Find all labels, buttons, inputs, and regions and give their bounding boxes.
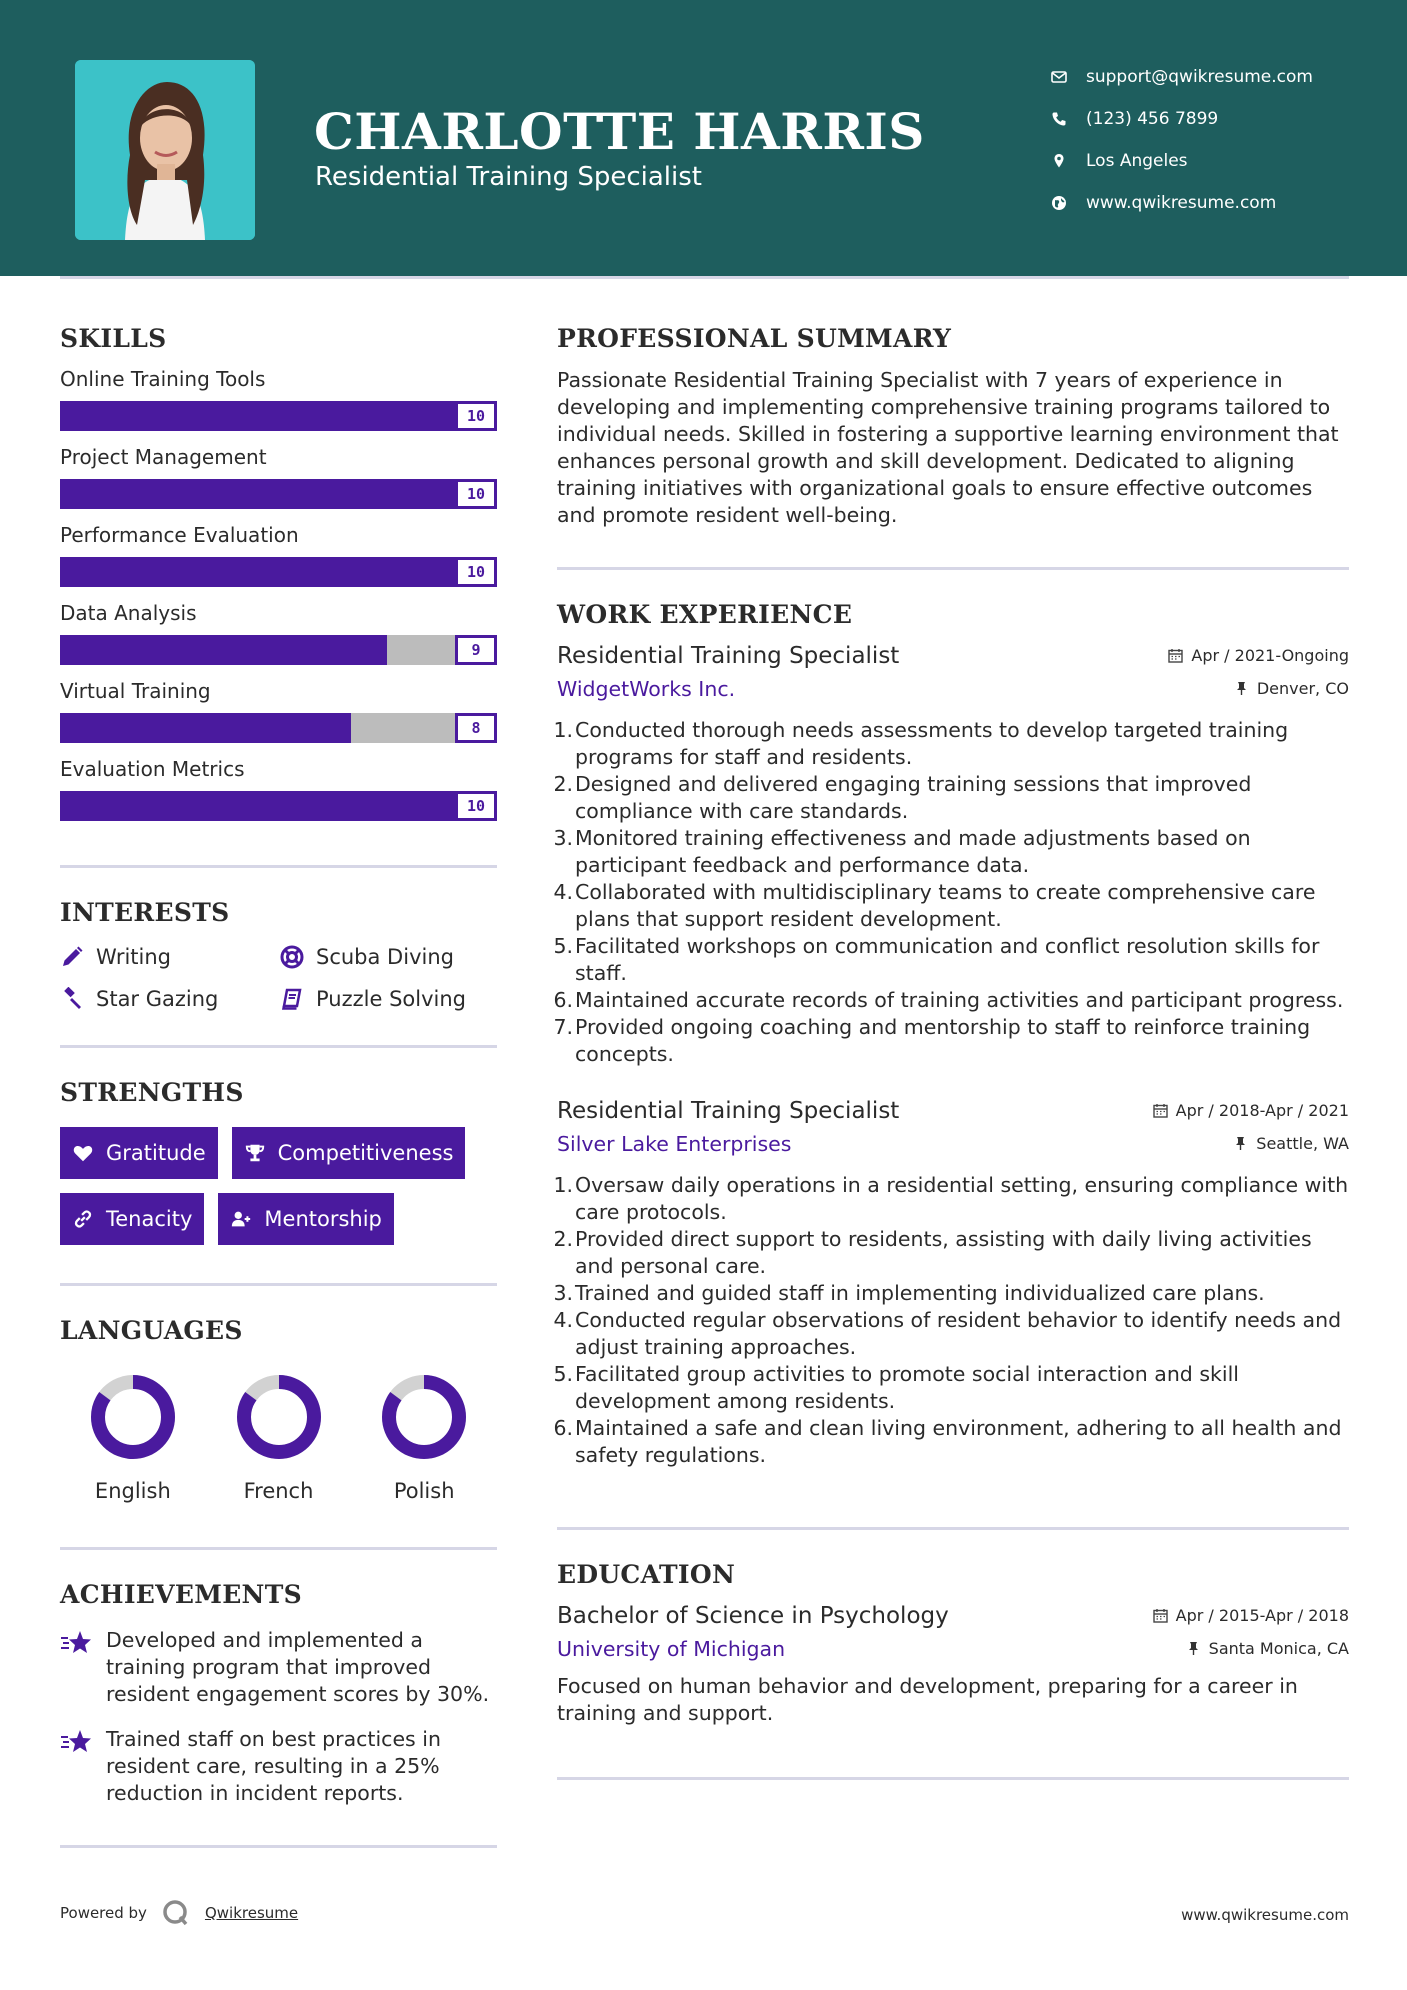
section-divider bbox=[60, 1845, 497, 1848]
company-name: Silver Lake Enterprises bbox=[557, 1132, 792, 1156]
skill-score: 9 bbox=[455, 635, 497, 665]
job-date-text: Apr / 2021-Ongoing bbox=[1191, 646, 1349, 665]
interest-label: Scuba Diving bbox=[316, 945, 454, 969]
education-text: Focused on human behavior and development, preparing for a career in training and support. bbox=[557, 1674, 1298, 1725]
envelope-icon bbox=[1050, 68, 1068, 86]
section-divider bbox=[60, 1283, 497, 1286]
job-location bbox=[1234, 679, 1349, 698]
skill-label: Performance Evaluation bbox=[60, 523, 299, 547]
skill-item bbox=[60, 757, 497, 821]
footer-brand-link[interactable]: Qwikresume bbox=[204, 1904, 299, 1922]
summary-text: Passionate Residential Training Specialist with 7 years of experience in developing and implementing comprehensive training programs tailored to individual needs. Skilled in fostering a supportive learning environment that enhances personal growth and skill development. Dedicated to aligning training initiatives with organizational goals to ensure effective outcomes and promote resident well-being. bbox=[557, 368, 1339, 527]
skill-bar bbox=[60, 557, 497, 587]
duty-item: 2. Provided direct support to residents, assisting with daily living activities and personal care. bbox=[553, 1227, 1312, 1278]
footer-powered-by bbox=[60, 1898, 298, 1928]
interest-item bbox=[60, 945, 280, 969]
education-entry bbox=[557, 1603, 1349, 1727]
duty-item: 2. Designed and delivered engaging training sessions that improved compliance with care standards. bbox=[553, 772, 1252, 823]
company-name: WidgetWorks Inc. bbox=[557, 677, 736, 701]
skill-item bbox=[60, 367, 497, 431]
qwikresume-logo-icon bbox=[161, 1898, 191, 1928]
map-pin-icon bbox=[1050, 152, 1068, 170]
star-medal-icon bbox=[60, 1629, 92, 1657]
section-divider bbox=[60, 865, 497, 868]
duty-item: 3. Monitored training effectiveness and made adjustments based on participant feedback and performance data. bbox=[553, 826, 1251, 877]
education-date bbox=[1153, 1606, 1349, 1625]
contact-location-text: Los Angeles bbox=[1086, 151, 1188, 171]
language-name: Polish bbox=[393, 1479, 455, 1503]
strengths-list bbox=[60, 1127, 497, 1245]
language-level-ring bbox=[89, 1373, 177, 1461]
job-date bbox=[1168, 646, 1349, 665]
interest-item bbox=[280, 945, 500, 969]
footer-url[interactable]: www.qwikresume.com bbox=[1181, 1906, 1349, 1924]
interest-label: Writing bbox=[96, 945, 171, 969]
degree-title: Bachelor of Science in Psychology bbox=[557, 1603, 949, 1629]
strength-label: Tenacity bbox=[106, 1207, 193, 1231]
duty-item: 5. Facilitated group activities to promote social interaction and skill development among residents. bbox=[553, 1362, 1239, 1413]
language-item bbox=[60, 1373, 206, 1503]
job-location-text: Denver, CO bbox=[1256, 679, 1349, 698]
skill-fill bbox=[60, 791, 455, 821]
strength-chip bbox=[60, 1193, 204, 1245]
right-column bbox=[553, 276, 1349, 1780]
school-name: University of Michigan bbox=[557, 1637, 786, 1661]
education-location bbox=[1186, 1639, 1349, 1658]
life-ring-icon bbox=[280, 945, 304, 969]
skill-item bbox=[60, 679, 497, 743]
gavel-icon bbox=[60, 987, 84, 1011]
pushpin-icon bbox=[1234, 681, 1249, 696]
skill-fill bbox=[60, 401, 455, 431]
skill-fill bbox=[60, 557, 455, 587]
section-divider bbox=[60, 1045, 497, 1048]
interest-label: Star Gazing bbox=[96, 987, 219, 1011]
left-column bbox=[60, 276, 497, 1848]
phone-icon bbox=[1050, 110, 1068, 128]
calendar-icon bbox=[1153, 1103, 1168, 1118]
skill-item bbox=[60, 523, 497, 587]
duty-item: 4. Conducted regular observations of resident behavior to identify needs and adjust training approaches. bbox=[553, 1308, 1342, 1359]
job-title: Residential Training Specialist bbox=[557, 643, 900, 669]
strengths-title: STRENGTHS bbox=[60, 1078, 244, 1107]
job-entry bbox=[553, 1098, 1349, 1469]
job-date-text: Apr / 2018-Apr / 2021 bbox=[1175, 1101, 1349, 1120]
job-entry bbox=[553, 643, 1349, 1068]
duty-item: 6. Maintained accurate records of training activities and participant progress. bbox=[553, 988, 1344, 1012]
language-level-ring bbox=[380, 1373, 468, 1461]
strength-label: Competitiveness bbox=[277, 1141, 454, 1165]
interest-item bbox=[60, 987, 280, 1011]
skill-label: Data Analysis bbox=[60, 601, 197, 625]
skill-fill bbox=[60, 713, 351, 743]
skill-bar bbox=[60, 479, 497, 509]
skill-bar bbox=[60, 635, 497, 665]
skill-bar bbox=[60, 713, 497, 743]
contact-phone-text: (123) 456 7899 bbox=[1086, 109, 1219, 129]
contact-phone[interactable] bbox=[1050, 98, 1313, 140]
skills-list bbox=[60, 367, 497, 821]
heart-icon bbox=[72, 1142, 94, 1164]
skill-score: 10 bbox=[455, 479, 497, 509]
contact-list bbox=[1050, 56, 1313, 224]
skill-item bbox=[60, 601, 497, 665]
job-location-text: Seattle, WA bbox=[1256, 1134, 1349, 1153]
powered-by-label: Powered by bbox=[60, 1904, 147, 1922]
duty-list bbox=[553, 1172, 1349, 1469]
experience-title: WORK EXPERIENCE bbox=[557, 600, 853, 629]
person-silhouette-icon bbox=[75, 60, 255, 240]
language-item bbox=[351, 1373, 497, 1503]
achievements-title: ACHIEVEMENTS bbox=[60, 1580, 302, 1609]
duty-item: 1. Oversaw daily operations in a residential setting, ensuring compliance with care protocols. bbox=[553, 1173, 1349, 1224]
achievements-list bbox=[60, 1627, 497, 1807]
skill-label: Evaluation Metrics bbox=[60, 757, 245, 781]
calendar-icon bbox=[1168, 648, 1183, 663]
skill-fill bbox=[60, 635, 387, 665]
job-location bbox=[1233, 1134, 1349, 1153]
duty-item: 6. Maintained a safe and clean living environment, adhering to all health and safety regulations. bbox=[553, 1416, 1342, 1467]
interest-label: Puzzle Solving bbox=[316, 987, 466, 1011]
contact-email[interactable] bbox=[1050, 56, 1313, 98]
resume-header bbox=[0, 0, 1407, 276]
book-icon bbox=[280, 987, 304, 1011]
candidate-name: CHARLOTTE HARRIS bbox=[314, 102, 925, 161]
achievement-item bbox=[60, 1627, 497, 1708]
languages-title: LANGUAGES bbox=[60, 1316, 243, 1345]
achievement-text: Trained staff on best practices in resident care, resulting in a 25% reduction in incident reports. bbox=[106, 1727, 441, 1805]
strength-chip bbox=[60, 1127, 218, 1179]
summary-title: PROFESSIONAL SUMMARY bbox=[557, 324, 952, 353]
duty-list bbox=[553, 717, 1349, 1068]
education-title: EDUCATION bbox=[557, 1560, 736, 1589]
interests-title: INTERESTS bbox=[60, 898, 230, 927]
strength-label: Mentorship bbox=[264, 1207, 382, 1231]
skill-label: Project Management bbox=[60, 445, 267, 469]
user-plus-icon bbox=[230, 1208, 252, 1230]
star-medal-icon bbox=[60, 1728, 92, 1756]
job-date bbox=[1153, 1101, 1349, 1120]
trophy-icon bbox=[244, 1142, 266, 1164]
pushpin-icon bbox=[1186, 1641, 1201, 1656]
calendar-icon bbox=[1153, 1608, 1168, 1623]
duty-item: 7. Provided ongoing coaching and mentorship to staff to reinforce training concepts. bbox=[553, 1015, 1311, 1066]
education-location-text: Santa Monica, CA bbox=[1208, 1639, 1349, 1658]
skill-score: 10 bbox=[455, 557, 497, 587]
skill-score: 10 bbox=[455, 401, 497, 431]
duty-item: 3. Trained and guided staff in implementing individualized care plans. bbox=[553, 1281, 1265, 1305]
skill-item bbox=[60, 445, 497, 509]
skill-score: 8 bbox=[455, 713, 497, 743]
strength-chip bbox=[218, 1193, 393, 1245]
contact-website-text: www.qwikresume.com bbox=[1086, 193, 1277, 213]
skill-label: Online Training Tools bbox=[60, 367, 266, 391]
interest-item bbox=[280, 987, 500, 1011]
skills-title: SKILLS bbox=[60, 324, 167, 353]
achievement-text: Developed and implemented a training program that improved resident engagement scores by 30%. bbox=[106, 1628, 490, 1706]
achievement-item bbox=[60, 1726, 497, 1807]
language-item bbox=[206, 1373, 352, 1503]
globe-icon bbox=[1050, 194, 1068, 212]
strength-chip bbox=[232, 1127, 466, 1179]
language-name: English bbox=[94, 1479, 171, 1503]
section-divider bbox=[557, 1777, 1349, 1780]
duty-item: 5. Facilitated workshops on communication and conflict resolution skills for staff. bbox=[553, 934, 1320, 985]
contact-email-text: support@qwikresume.com bbox=[1086, 67, 1313, 87]
languages-list bbox=[60, 1373, 497, 1503]
job-title: Residential Training Specialist bbox=[557, 1098, 900, 1124]
language-level-ring bbox=[235, 1373, 323, 1461]
contact-location bbox=[1050, 140, 1313, 182]
skill-bar bbox=[60, 791, 497, 821]
section-divider bbox=[557, 567, 1349, 570]
candidate-role: Residential Training Specialist bbox=[315, 162, 702, 192]
strength-label: Gratitude bbox=[106, 1141, 206, 1165]
interests-list bbox=[60, 945, 497, 1011]
education-date-text: Apr / 2015-Apr / 2018 bbox=[1175, 1606, 1349, 1625]
section-divider bbox=[557, 1527, 1349, 1530]
section-divider bbox=[60, 1547, 497, 1550]
skill-bar bbox=[60, 401, 497, 431]
skill-label: Virtual Training bbox=[60, 679, 211, 703]
skill-score: 10 bbox=[455, 791, 497, 821]
duty-item: 4. Collaborated with multidisciplinary teams to create comprehensive care plans that support resident development. bbox=[553, 880, 1316, 931]
profile-photo bbox=[75, 60, 255, 240]
contact-website[interactable] bbox=[1050, 182, 1313, 224]
link-icon bbox=[72, 1208, 94, 1230]
language-name: French bbox=[243, 1479, 314, 1503]
duty-item: 1. Conducted thorough needs assessments to develop targeted training programs for staff and residents. bbox=[553, 718, 1289, 769]
skill-fill bbox=[60, 479, 455, 509]
pencil-icon bbox=[60, 945, 84, 969]
pushpin-icon bbox=[1233, 1136, 1248, 1151]
